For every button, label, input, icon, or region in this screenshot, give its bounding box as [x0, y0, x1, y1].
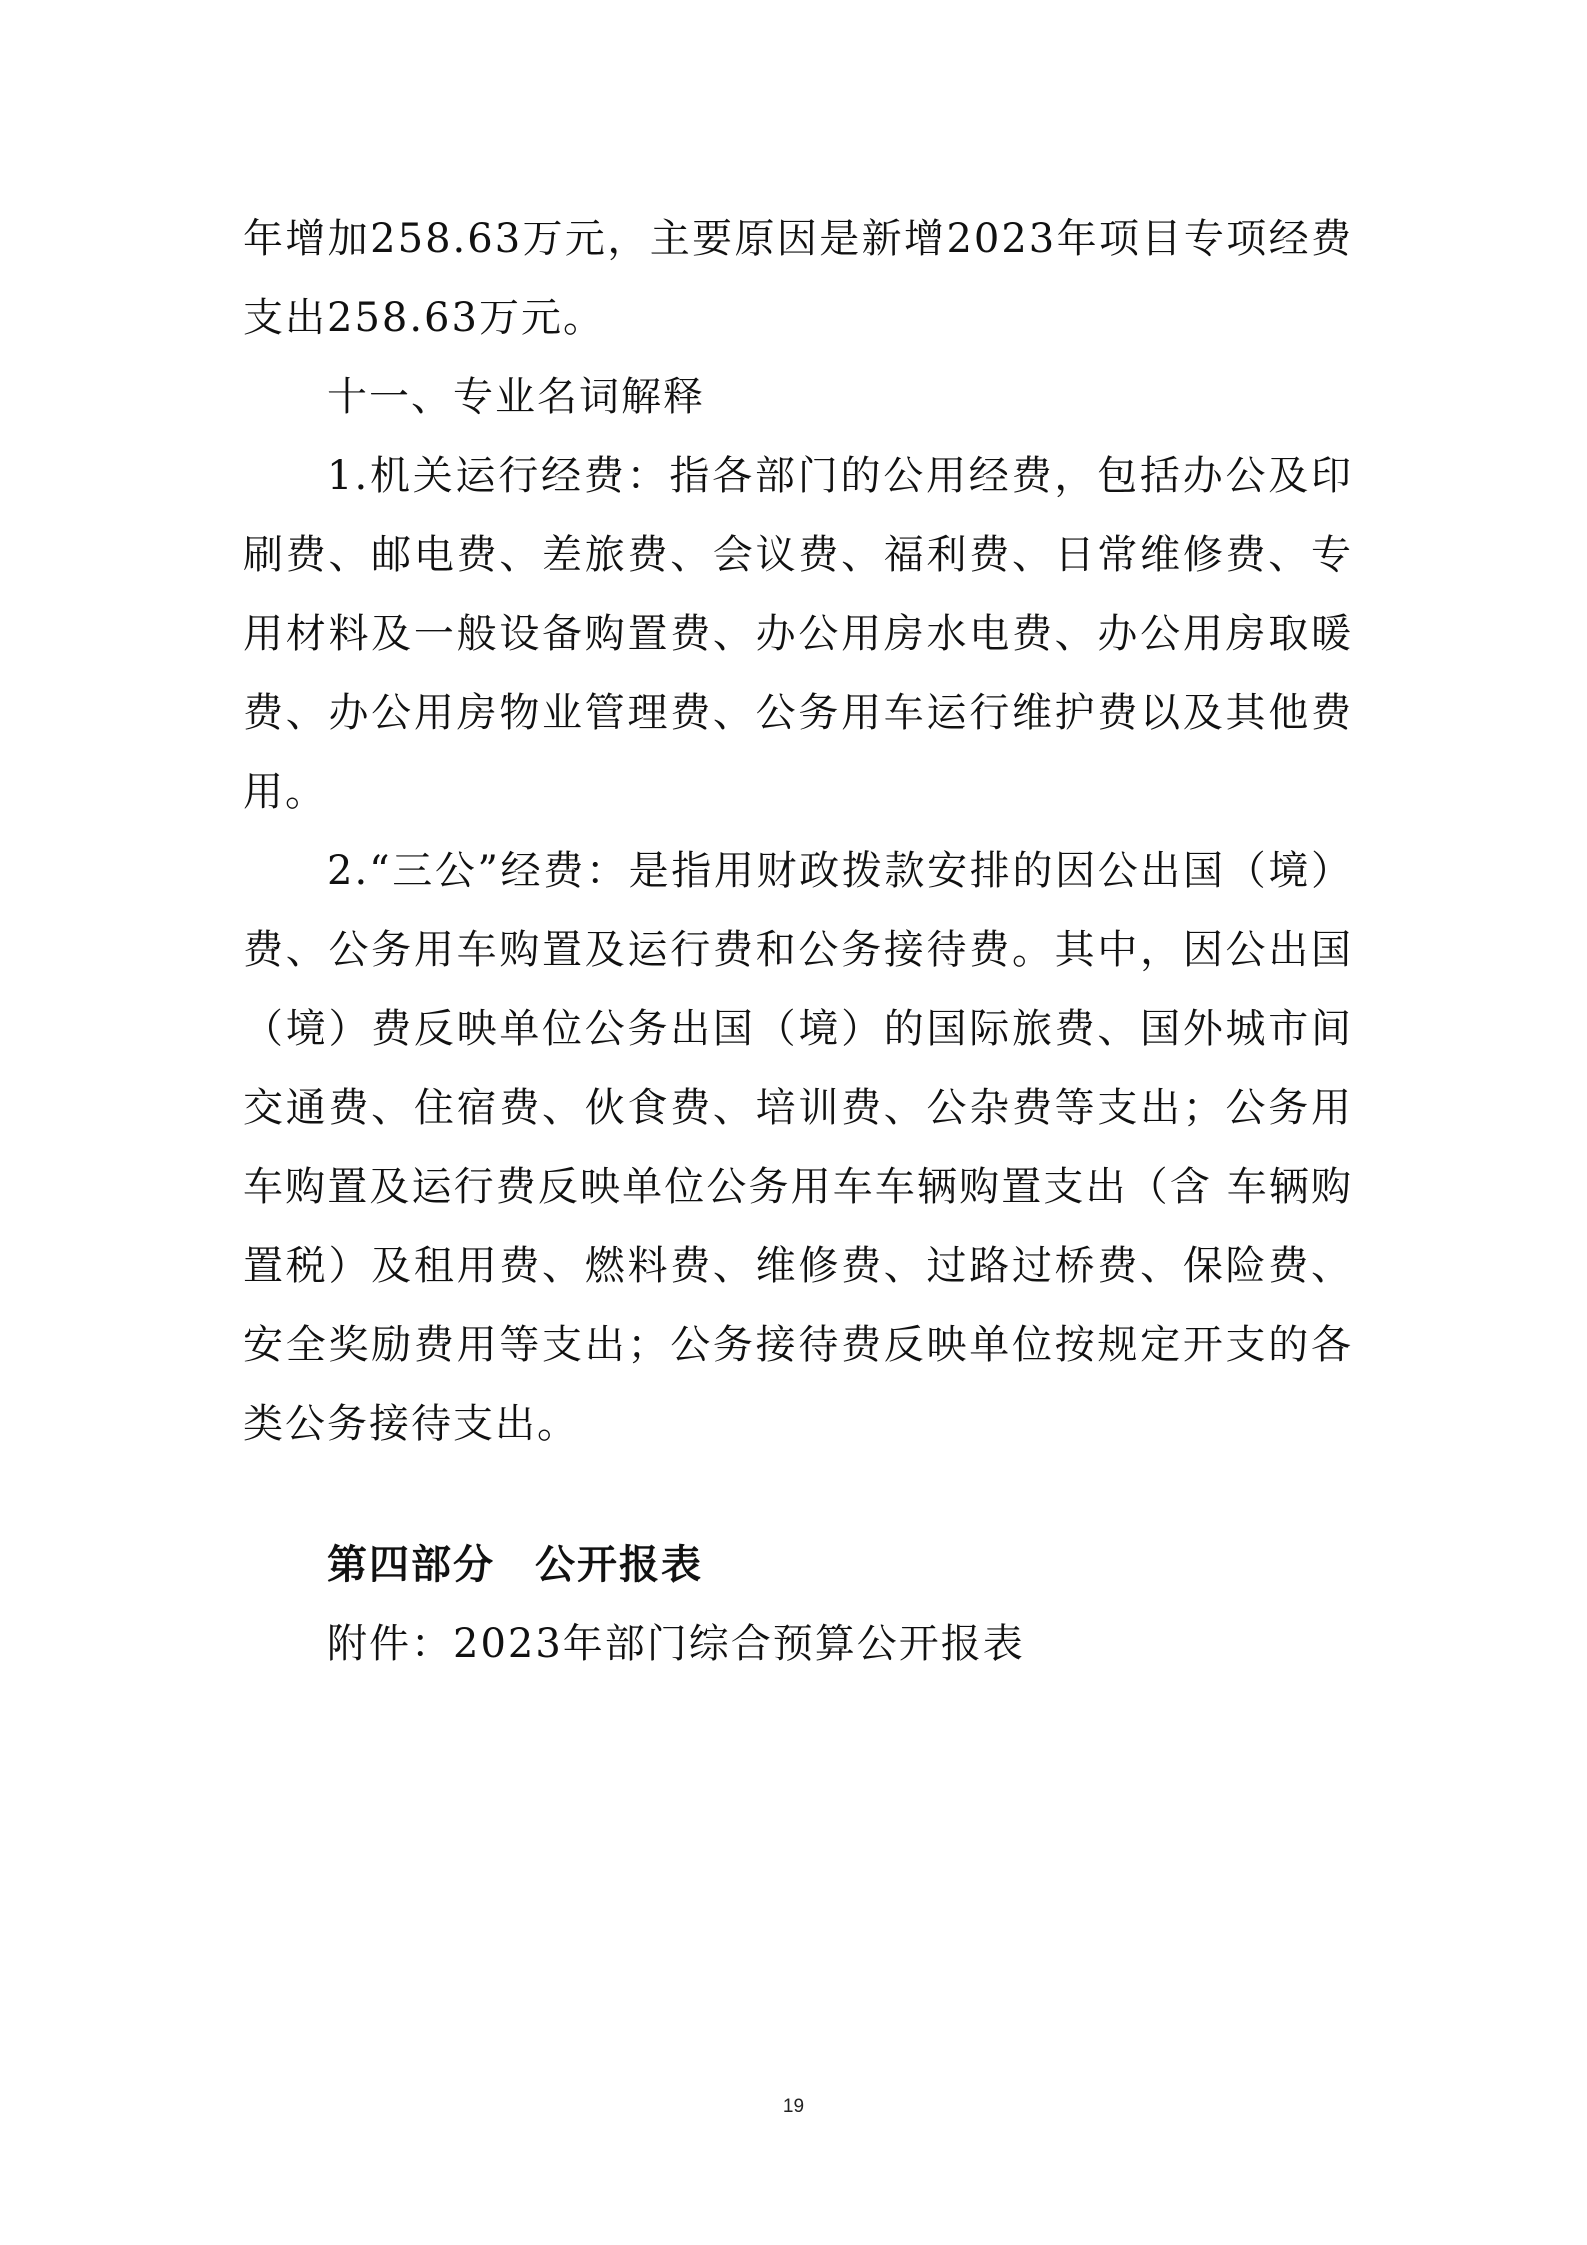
- section-heading-terms: 十一、专业名词解释: [327, 374, 705, 420]
- paragraph-operating-expenses: 1.机关运行经费：指各部门的公用经费，包括办公及印刷费、邮电费、差旅费、会议费、福利费、日常维修费、专用材料及一般设备购置费、办公用房水电费、办公用房取暖费、办公用房物业管理费、公务用车运行维护费以及其他费用。: [243, 453, 1353, 815]
- part-four-label: 第四部分: [327, 1542, 495, 1588]
- part-four-title: 公开报表: [535, 1542, 703, 1588]
- page-content: [243, 200, 1353, 1684]
- paragraph-three-public-expenses: 2.“三公”经费：是指用财政拨款安排的因公出国（境）费、公务用车购置及运行费和公务接待费。其中，因公出国（境）费反映单位公务出国（境）的国际旅费、国外城市间交通费、住宿费、伙食费、培训费、公杂费等支出；公务用车购置及运行费反映单位公务用车车辆购置支出（含 车辆购置税）及租用费、燃料费、维修费、过路过桥费、保险费、安全奖励费用等支出；公务接待费反映单位按规定开支的各类公务接待支出。: [243, 848, 1353, 1447]
- part-four-heading: [243, 1526, 1353, 1605]
- paragraph-budget-increase: 年增加258.63万元，主要原因是新增2023年项目专项经费支出258.63万元。: [243, 216, 1353, 341]
- page-number: 19: [782, 2096, 805, 2117]
- attachment-line: 附件：2023年部门综合预算公开报表: [327, 1621, 1025, 1667]
